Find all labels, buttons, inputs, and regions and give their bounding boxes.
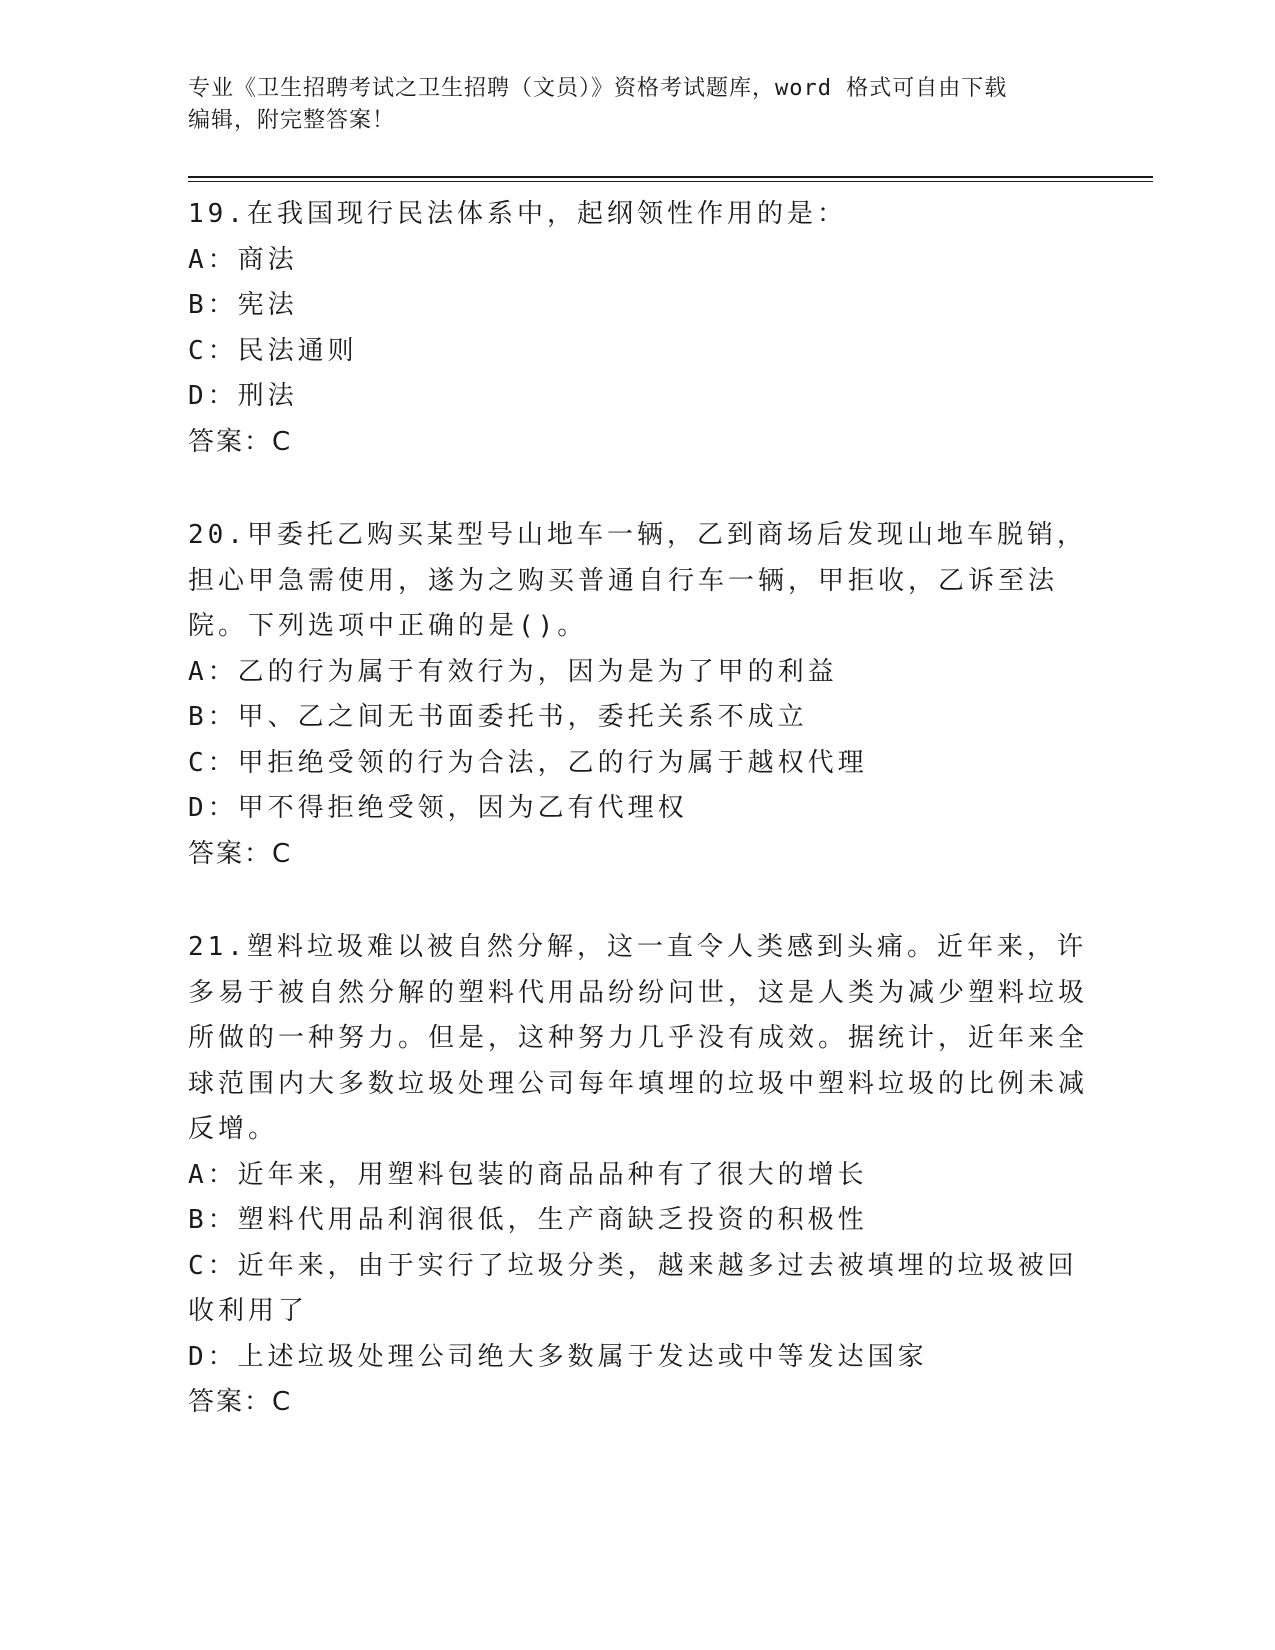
option-d: D：上述垃圾处理公司绝大多数属于发达或中等发达国家 <box>188 1341 928 1372</box>
option-c: C：甲拒绝受领的行为合法，乙的行为属于越权代理 <box>188 747 868 778</box>
header-divider-thick <box>188 176 1153 178</box>
option-b: B：甲、乙之间无书面委托书，委托关系不成立 <box>188 702 808 732</box>
option-d: D：甲不得拒绝受领，因为乙有代理权 <box>188 793 688 823</box>
question-text: 21.塑料垃圾难以被自然分解，这一直令人类感到头痛。近年来，许多易于被自然分解的塑料代用品纷纷问世，这是人类为减少塑料垃圾所做的一种努力。但是，这种努力几乎没有成效。据统计，近年来全球范围内大多数垃圾处理公司每年填埋的垃圾中塑料垃圾的比例未减反增。 <box>188 932 1089 1144</box>
header-divider-thin <box>188 181 1153 182</box>
option-a: A：乙的行为属于有效行为，因为是为了甲的利益 <box>188 656 838 687</box>
option-d: D：刑法 <box>188 381 298 411</box>
question-21 <box>188 925 1088 1426</box>
document-header <box>188 73 1078 137</box>
answer-text: 答案：C <box>188 838 293 869</box>
header-line-2: 编辑，附完整答案！ <box>188 108 396 133</box>
option-b: B：宪法 <box>188 290 298 320</box>
answer-text: 答案：C <box>188 1387 293 1417</box>
option-a: A：商法 <box>188 244 298 275</box>
header-line-1: 专业《卫生招聘考试之卫生招聘（文员）》资格考试题库，word 格式可自由下载 <box>188 76 1008 101</box>
question-text: 20.甲委托乙购买某型号山地车一辆，乙到商场后发现山地车脱销，担心甲急需使用，遂为之购买普通自行车一辆，甲拒收，乙诉至法院。下列选项中正确的是()。 <box>188 520 1087 641</box>
question-20 <box>188 513 1088 877</box>
question-list <box>188 192 1088 1474</box>
option-b: B：塑料代用品利润很低，生产商缺乏投资的积极性 <box>188 1205 868 1235</box>
option-c: C：民法通则 <box>188 335 358 366</box>
option-c: C：近年来，由于实行了垃圾分类，越来越多过去被填埋的垃圾被回收利用了 <box>188 1250 1078 1326</box>
option-a: A：近年来，用塑料包装的商品品种有了很大的增长 <box>188 1159 868 1190</box>
question-19 <box>188 192 1088 465</box>
question-text: 19.在我国现行民法体系中，起纲领性作用的是： <box>188 199 847 229</box>
answer-text: 答案：C <box>188 426 293 457</box>
